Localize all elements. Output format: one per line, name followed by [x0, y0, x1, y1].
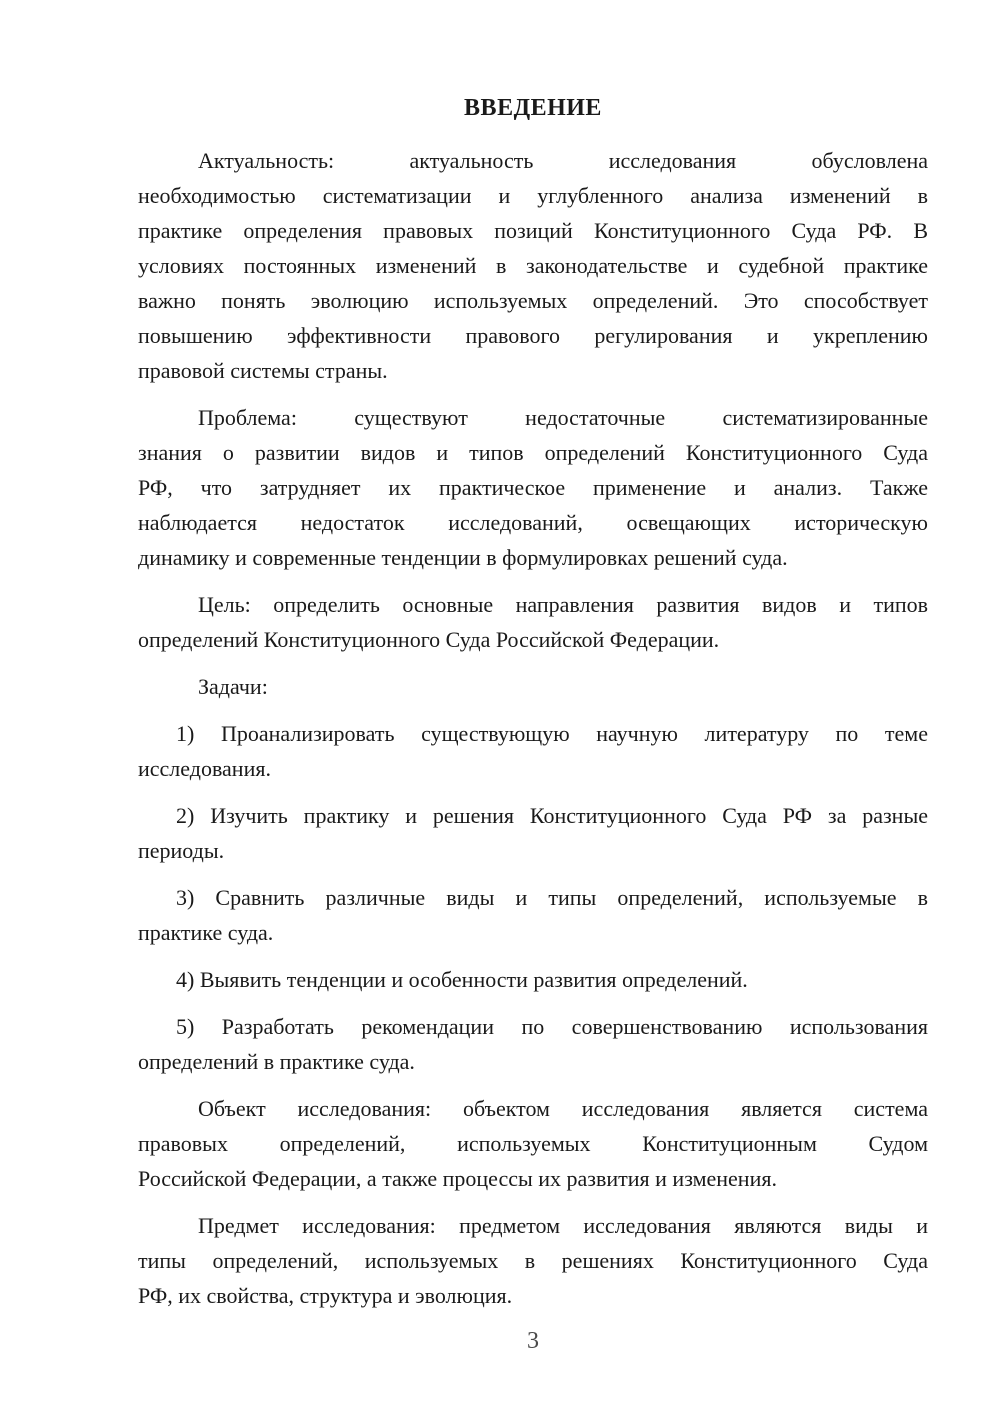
- text-line: динамику и современные тенденции в формулировках решений суда.: [138, 545, 788, 570]
- text-line: 2) Изучить практику и решения Конституционного Суда РФ за разные: [176, 803, 928, 828]
- text-line: наблюдается недостаток исследований, освещающих историческую: [138, 510, 928, 535]
- text-line: знания о развитии видов и типов определений Конституционного Суда: [138, 440, 928, 465]
- text-line: 4) Выявить тенденции и особенности развития определений.: [176, 967, 748, 992]
- text-line: типы определений, используемых в решениях Конституционного Суда: [138, 1248, 928, 1273]
- task-list-item: [138, 880, 928, 950]
- body-text: [138, 143, 928, 1313]
- text-line: 3) Сравнить различные виды и типы определений, используемые в: [176, 885, 928, 910]
- paragraph: [138, 1208, 928, 1313]
- text-line: периоды.: [138, 838, 225, 863]
- text-line: РФ, их свойства, структура и эволюция.: [138, 1283, 513, 1308]
- text-line: практике суда.: [138, 920, 274, 945]
- text-line: 5) Разработать рекомендации по совершенствованию использования: [176, 1014, 928, 1039]
- paragraph: [138, 669, 928, 704]
- text-line: определений Конституционного Суда Российской Федерации.: [138, 627, 720, 652]
- text-line: исследования.: [138, 756, 271, 781]
- text-line: Проблема: существуют недостаточные систематизированные: [198, 405, 928, 430]
- paragraph: [138, 1091, 928, 1196]
- paragraph: [138, 400, 928, 575]
- text-line: Задачи:: [198, 674, 268, 699]
- page-content: [138, 93, 928, 1325]
- page-title: ВВЕДЕНИЕ: [464, 95, 602, 121]
- task-list-item: [138, 716, 928, 786]
- page-number: 3: [527, 1328, 539, 1354]
- text-line: практике определения правовых позиций Конституционного Суда РФ. В: [138, 218, 928, 243]
- text-line: 1) Проанализировать существующую научную литературу по теме: [176, 721, 928, 746]
- text-line: условиях постоянных изменений в законодательстве и судебной практике: [138, 253, 928, 278]
- text-line: РФ, что затрудняет их практическое применение и анализ. Также: [138, 475, 928, 500]
- task-list-item: [138, 962, 928, 997]
- task-list-item: [138, 1009, 928, 1079]
- paragraph: [138, 587, 928, 657]
- text-line: правовой системы страны.: [138, 358, 388, 383]
- text-line: определений в практике суда.: [138, 1049, 415, 1074]
- text-line: важно понять эволюцию используемых определений. Это способствует: [138, 288, 928, 313]
- text-line: Предмет исследования: предметом исследования являются виды и: [198, 1213, 928, 1238]
- paragraph: [138, 143, 928, 388]
- text-line: Российской Федерации, а также процессы их развития и изменения.: [138, 1166, 777, 1191]
- text-line: Объект исследования: объектом исследования является система: [198, 1096, 928, 1121]
- text-line: необходимостью систематизации и углубленного анализа изменений в: [138, 183, 928, 208]
- text-line: правовых определений, используемых Конституционным Судом: [138, 1131, 928, 1156]
- text-line: Актуальность: актуальность исследования обусловлена: [198, 148, 928, 173]
- text-line: повышению эффективности правового регулирования и укреплению: [138, 323, 928, 348]
- text-line: Цель: определить основные направления развития видов и типов: [198, 592, 928, 617]
- task-list-item: [138, 798, 928, 868]
